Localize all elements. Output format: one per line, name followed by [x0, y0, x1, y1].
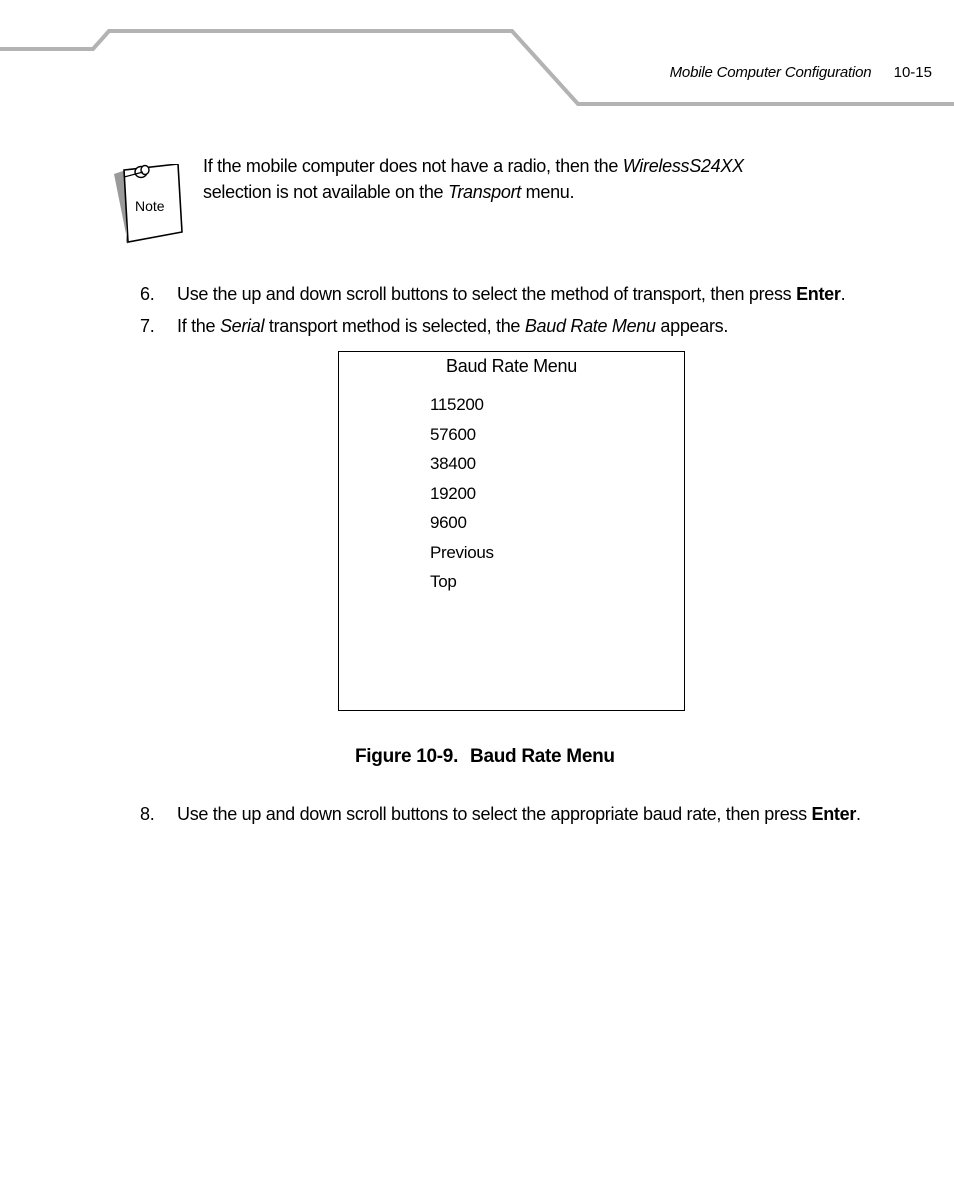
menu-items [430, 393, 494, 600]
menu-item-previous[interactable]: Previous [430, 542, 494, 562]
figure-label: Figure 10-9. [355, 746, 459, 767]
baud-rate-menu-screen [338, 351, 685, 711]
step-number: 7. [140, 316, 155, 336]
transport-menu-name: Transport [447, 182, 521, 202]
header-rule [0, 0, 954, 110]
figure-title: Baud Rate Menu [470, 746, 615, 767]
wireless-option-name: WirelessS24XX [622, 156, 744, 176]
section-title: Mobile Computer Configuration [669, 64, 872, 81]
step-6: 6. Use the up and down scroll buttons to select the method of transport, then press Enter. [140, 284, 846, 304]
menu-item-57600[interactable]: 57600 [430, 424, 476, 444]
note-icon-label: Note [135, 198, 165, 214]
enter-key: Enter [811, 804, 857, 824]
baud-rate-menu-term: Baud Rate Menu [524, 316, 656, 336]
step-number: 8. [140, 804, 155, 824]
menu-item-19200[interactable]: 19200 [430, 483, 476, 503]
menu-title: Baud Rate Menu [446, 356, 577, 376]
menu-item-9600[interactable]: 9600 [430, 513, 467, 532]
menu-item-top[interactable]: Top [430, 572, 457, 591]
figure-caption [355, 746, 615, 768]
enter-key: Enter [796, 284, 841, 304]
menu-item-115200[interactable]: 115200 [430, 395, 484, 414]
note-text: If the mobile computer does not have a radio, then the WirelessS24XX selection is not available on the Transport menu. [203, 156, 744, 202]
serial-term: Serial [219, 316, 265, 336]
menu-item-38400[interactable]: 38400 [430, 454, 476, 473]
page-number: 10-15 [893, 64, 932, 81]
step-number: 6. [140, 284, 155, 304]
running-header [670, 64, 932, 81]
step-8: 8. Use the up and down scroll buttons to select the appropriate baud rate, then press Enter. [140, 804, 861, 824]
step-7: 7. If the Serial transport method is selected, the Baud Rate Menu appears. [140, 316, 729, 336]
note-icon [112, 164, 186, 246]
